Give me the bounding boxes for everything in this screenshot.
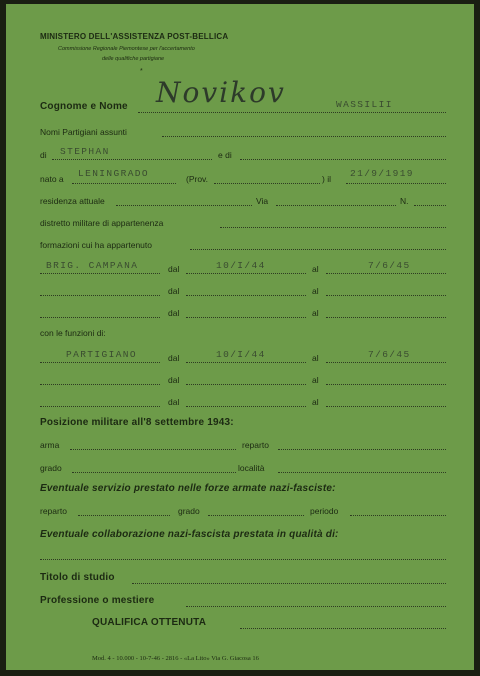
print-info: Mod. 4 - 10.000 - 10-7-46 - 2816 - «La Lito» Via G. Giacosa 16 <box>92 655 259 662</box>
nomi-partigiani-label: Nomi Partigiani assunti <box>40 127 127 137</box>
formazioni-line <box>190 249 446 250</box>
al-label: al <box>312 375 319 385</box>
formation-2-line <box>40 295 160 296</box>
via-line <box>276 205 396 206</box>
collaborazione-heading: Eventuale collaborazione nazi-fascista prestata in qualità di: <box>40 529 339 540</box>
reparto-label: reparto <box>40 506 67 516</box>
function-1-from-value: 10/I/44 <box>216 349 266 360</box>
function-1-to-value: 7/6/45 <box>368 349 411 360</box>
localita-line <box>278 472 446 473</box>
collaborazione-line <box>40 559 446 560</box>
formation-2-to-line <box>326 295 446 296</box>
e-di-label: e di <box>218 150 232 160</box>
al-label: al <box>312 397 319 407</box>
grado-label: grado <box>40 463 62 473</box>
titolo-studio-line <box>132 583 446 584</box>
formation-1-to-value: 7/6/45 <box>368 260 411 271</box>
birthdate-value: 21/9/1919 <box>350 168 414 179</box>
al-label: al <box>312 353 319 363</box>
formation-1-value: BRIG. CAMPANA <box>46 260 139 271</box>
qualifica-label: QUALIFICA OTTENUTA <box>92 617 207 628</box>
mother-line <box>240 159 446 160</box>
formation-3-line <box>40 317 160 318</box>
reparto-line <box>278 449 446 450</box>
localita-label: località <box>238 463 265 473</box>
formazioni-label: formazioni cui ha appartenuto <box>40 240 152 250</box>
distretto-line <box>220 227 446 228</box>
formation-2-from-line <box>186 295 306 296</box>
servizio-reparto-line <box>78 515 170 516</box>
professione-label: Professione o mestiere <box>40 595 155 606</box>
formation-3-to-line <box>326 317 446 318</box>
first-name-value: WASSILII <box>336 99 393 110</box>
il-label: ) il <box>322 174 331 184</box>
star-icon: * <box>140 68 143 75</box>
prov-line <box>214 183 320 184</box>
servizio-grado-line <box>208 515 304 516</box>
periodo-label: periodo <box>310 506 339 516</box>
al-label: al <box>312 308 319 318</box>
birthplace-value: LENINGRADO <box>78 168 150 179</box>
grado-label: grado <box>178 506 200 516</box>
prov-label: (Prov. <box>186 174 209 184</box>
posizione-militare-heading: Posizione militare all'8 settembre 1943: <box>40 417 234 428</box>
grado-line <box>72 472 236 473</box>
via-label: Via <box>256 196 269 206</box>
father-line <box>52 159 212 160</box>
birthdate-line <box>346 183 446 184</box>
nato-a-label: nato a <box>40 174 64 184</box>
function-1-from-line <box>186 362 306 363</box>
birthplace-line <box>72 183 176 184</box>
dal-label: dal <box>168 264 180 274</box>
partisan-record-card <box>6 4 474 670</box>
function-2-from-line <box>186 384 306 385</box>
arma-label: arma <box>40 440 60 450</box>
father-value: STEPHAN <box>60 146 110 157</box>
residenza-label: residenza attuale <box>40 196 105 206</box>
surname-handwritten: Novikov <box>156 76 286 109</box>
function-3-from-line <box>186 406 306 407</box>
nomi-partigiani-line <box>162 136 446 137</box>
titolo-studio-label: Titolo di studio <box>40 572 115 583</box>
dal-label: dal <box>168 353 180 363</box>
formation-1-from-line <box>186 273 306 274</box>
function-1-line <box>40 362 160 363</box>
function-3-to-line <box>326 406 446 407</box>
servizio-heading: Eventuale servizio prestato nelle forze armate nazi-fasciste: <box>40 483 336 494</box>
formation-1-to-line <box>326 273 446 274</box>
qualifica-line <box>240 628 446 629</box>
function-3-line <box>40 406 160 407</box>
dal-label: dal <box>168 375 180 385</box>
funzioni-label: con le funzioni di: <box>40 328 106 338</box>
al-label: al <box>312 286 319 296</box>
dal-label: dal <box>168 286 180 296</box>
al-label: al <box>312 264 319 274</box>
residenza-line <box>116 205 252 206</box>
cognome-nome-line <box>138 112 446 113</box>
arma-line <box>70 449 236 450</box>
distretto-label: distretto militare di appartenenza <box>40 218 164 228</box>
ministry-title: MINISTERO DELL'ASSISTENZA POST-BELLICA <box>40 32 229 41</box>
function-2-to-line <box>326 384 446 385</box>
function-1-value: PARTIGIANO <box>66 349 138 360</box>
cognome-nome-label: Cognome e Nome <box>40 101 128 112</box>
dal-label: dal <box>168 397 180 407</box>
function-2-line <box>40 384 160 385</box>
formation-1-line <box>40 273 160 274</box>
dal-label: dal <box>168 308 180 318</box>
n-label: N. <box>400 196 409 206</box>
di-label: di <box>40 150 47 160</box>
n-line <box>414 205 446 206</box>
formation-3-from-line <box>186 317 306 318</box>
commission-line-1: Commissione Regionale Piemontese per l'accertamento <box>58 46 195 52</box>
function-1-to-line <box>326 362 446 363</box>
servizio-periodo-line <box>350 515 446 516</box>
formation-1-from-value: 10/I/44 <box>216 260 266 271</box>
commission-line-2: delle qualifiche partigiane <box>102 56 165 62</box>
professione-line <box>186 606 446 607</box>
reparto-label: reparto <box>242 440 269 450</box>
